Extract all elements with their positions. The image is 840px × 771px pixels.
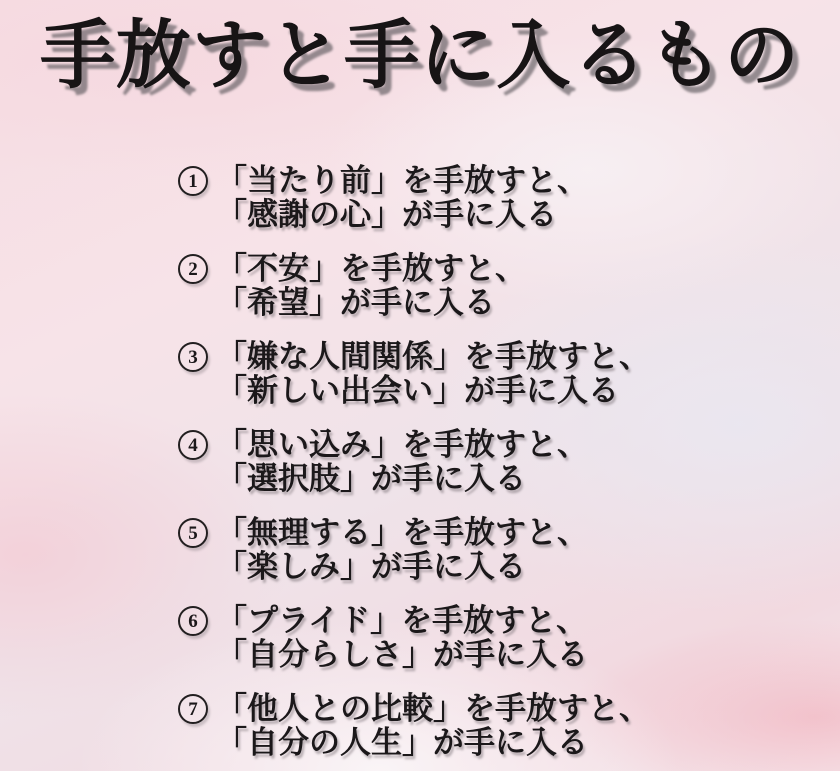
item-text [216, 428, 588, 496]
item-line-2: 「感謝の心」が手に入る [216, 197, 557, 232]
item-number-badge [178, 166, 208, 196]
item-line-1: 「不安」を手放すと、 [216, 251, 526, 286]
list-item [178, 692, 820, 760]
item-line-2: 「自分の人生」が手に入る [216, 725, 588, 760]
item-number: 6 [188, 610, 198, 632]
list-item [178, 516, 820, 584]
item-number: 5 [188, 522, 198, 544]
list-item [178, 428, 820, 496]
lessons-list [178, 164, 820, 760]
item-line-1: 「嫌な人間関係」を手放すと、 [216, 339, 650, 374]
list-item [178, 340, 820, 408]
item-line-2: 「希望」が手に入る [216, 285, 495, 320]
item-line-2: 「新しい出会い」が手に入る [216, 373, 619, 408]
item-text [216, 164, 588, 232]
item-line-2: 「選択肢」が手に入る [216, 461, 526, 496]
page-title: 手放すと手に入るもの [39, 15, 800, 98]
item-number-badge [178, 342, 208, 372]
item-number-badge [178, 606, 208, 636]
item-number: 4 [188, 434, 198, 456]
item-number: 1 [188, 170, 198, 192]
item-text [216, 604, 588, 672]
item-line-1: 「プライド」を手放すと、 [216, 603, 588, 638]
list-item [178, 604, 820, 672]
item-line-1: 「思い込み」を手放すと、 [216, 427, 588, 462]
item-line-1: 「無理する」を手放すと、 [216, 515, 588, 550]
item-number: 7 [188, 698, 198, 720]
item-line-1: 「他人との比較」を手放すと、 [216, 691, 650, 726]
item-text [216, 692, 650, 760]
list-item [178, 164, 820, 232]
list-item [178, 252, 820, 320]
item-line-2: 「自分らしさ」が手に入る [216, 637, 588, 672]
item-number: 3 [188, 346, 198, 368]
item-number-badge [178, 430, 208, 460]
item-number-badge [178, 254, 208, 284]
item-text [216, 516, 588, 584]
item-number: 2 [188, 258, 198, 280]
item-number-badge [178, 694, 208, 724]
item-line-2: 「楽しみ」が手に入る [216, 549, 526, 584]
item-text [216, 252, 526, 320]
item-line-1: 「当たり前」を手放すと、 [216, 163, 588, 198]
item-number-badge [178, 518, 208, 548]
item-text [216, 340, 650, 408]
